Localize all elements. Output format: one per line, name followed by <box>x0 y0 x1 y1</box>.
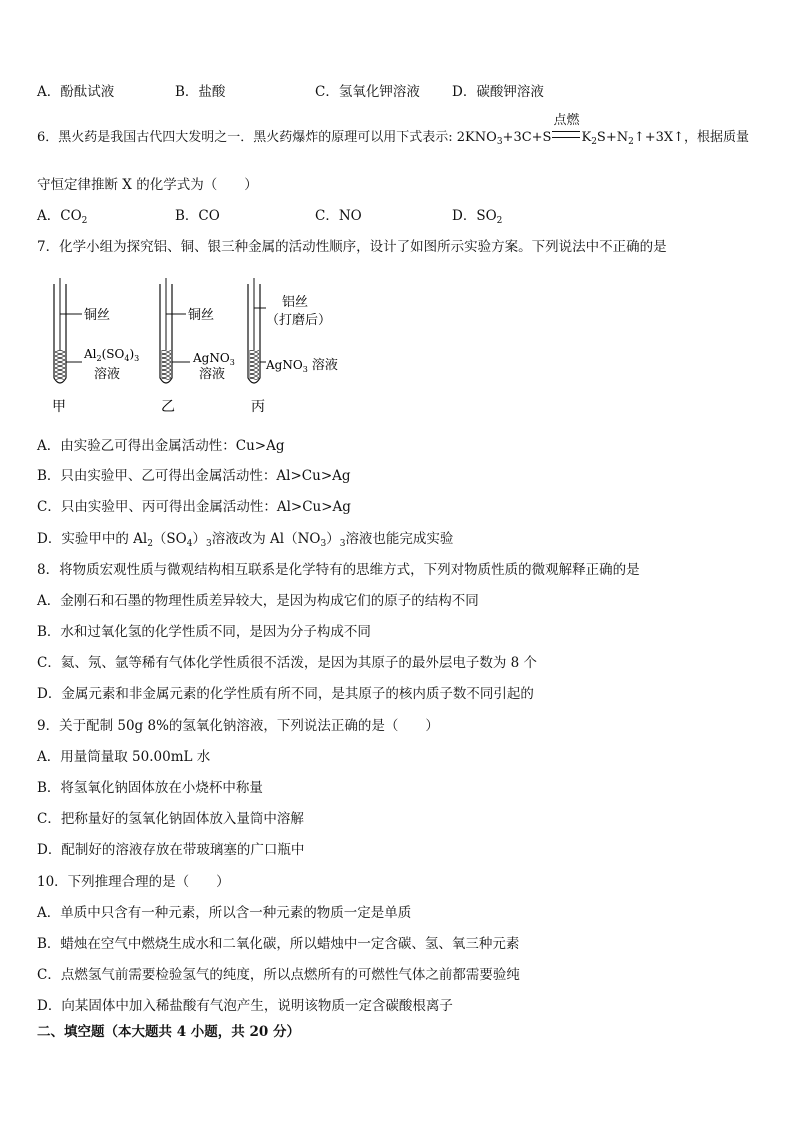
tube-label-a: 甲 <box>52 399 66 415</box>
q8-option-b: B．水和过氧化氢的化学性质不同，是因为分子构成不同 <box>37 624 371 640</box>
q10-option-a: A．单质中只含有一种元素，所以含一种元素的物质一定是单质 <box>37 905 412 921</box>
reaction-condition: 点燃 <box>553 113 580 128</box>
q7-option-b: B．只由实验甲、乙可得出金属活动性：Al>Cu>Ag <box>37 468 351 484</box>
q6-sub-k: 2 <box>591 137 597 147</box>
solution-label-a <box>83 347 139 363</box>
q5-option-d: D．碳酸钾溶液 <box>452 84 544 100</box>
q7-d-mid2: ） <box>192 531 206 547</box>
q6-product-k: K <box>581 130 592 145</box>
wire-label-a: 铜丝 <box>84 308 111 323</box>
equals-sign <box>552 131 580 138</box>
q7-d-s3: 3 <box>205 539 212 549</box>
solution-b-agno: AgNO <box>193 351 230 365</box>
q7-d-tail: 溶液也能完成实验 <box>345 531 454 547</box>
q7-option-d <box>37 529 453 554</box>
q10-option-c: C．点燃氢气前需要检验氢气的纯度，所以点燃所有的可燃性气体之前都需要验纯 <box>37 967 520 983</box>
wire-label-c-note: （打磨后） <box>266 313 332 328</box>
experiment-figure <box>40 278 360 418</box>
test-tube-a <box>54 278 82 383</box>
q8-stem: 8．将物质宏观性质与微观结构相互联系是化学特有的思维方式，下列对物质性质的微观解释正确的是 <box>37 562 640 578</box>
q6-line2: 守恒定律推断 X 的化学式为（ ） <box>37 177 258 193</box>
tube-label-b: 乙 <box>161 399 175 415</box>
q10-stem: 10．下列推理合理的是（ ） <box>37 874 230 890</box>
solution-a-paren: ) <box>129 347 135 361</box>
tube-label-c: 丙 <box>251 399 265 415</box>
q7-d-mid: （SO <box>152 531 187 547</box>
solution-label-b <box>192 351 235 367</box>
q9-option-b: B．将氢氧化钠固体放在小烧杯中称量 <box>37 780 263 796</box>
solution-c-sub: 3 <box>302 365 308 374</box>
q6-stem-text: 6．黑火药是我国古代四大发明之一．黑火药爆炸的原理可以用下式表示: 2KNO <box>37 130 497 145</box>
q7-d-s4: 3 <box>320 539 327 549</box>
q6-option-a-sub: 2 <box>81 216 88 226</box>
solution-a-al: Al <box>84 347 97 361</box>
solution-a-sub4: 4 <box>124 354 130 363</box>
reaction-arrow <box>551 113 581 148</box>
q7-d-s2: 4 <box>186 539 193 549</box>
solution-label-a-line2: 溶液 <box>94 367 121 382</box>
q7-option-c: C．只由实验甲、丙可得出金属活动性：Al>Cu>Ag <box>37 499 351 515</box>
q6-option-d <box>452 206 502 231</box>
q6-option-a <box>37 206 87 231</box>
q10-option-b: B．蜡烛在空气中燃烧生成水和二氧化碳，所以蜡烛中一定含碳、氢、氧三种元素 <box>37 936 520 952</box>
q10-option-d: D．向某固体中加入稀盐酸有气泡产生，说明该物质一定含碳酸根离子 <box>37 998 453 1014</box>
q8-option-d: D．金属元素和非金属元素的化学性质有所不同，是其原子的核内质子数不同引起的 <box>37 686 534 702</box>
q9-option-a: A．用量筒量取 50.00mL 水 <box>37 749 211 765</box>
q6-option-b: B．CO <box>175 208 220 224</box>
section-heading: 二、填空题（本大题共 4 小题，共 20 分） <box>37 1024 300 1040</box>
q6-option-c: C．NO <box>315 208 362 224</box>
solution-c-tail: 溶液 <box>307 358 338 373</box>
q7-d-pre: D．实验甲中的 Al <box>37 531 148 547</box>
q6-option-d-sub: 2 <box>496 216 503 226</box>
solution-a-so: (SO <box>101 347 125 361</box>
solution-label-c <box>265 357 338 374</box>
test-tube-b <box>160 278 190 383</box>
wire-label-c: 铝丝 <box>282 295 309 310</box>
q6-reactants: +3C+S <box>502 130 552 145</box>
solution-label-b-line2: 溶液 <box>199 367 226 382</box>
q6-stem <box>37 113 750 152</box>
solution-a-sub3: 3 <box>134 354 140 363</box>
test-tube-c <box>248 278 266 383</box>
q6-product: S+N <box>596 130 629 145</box>
q7-option-a: A．由实验乙可得出金属活动性：Cu>Ag <box>37 438 285 454</box>
q8-option-a: A．金刚石和石墨的物理性质差异较大，是因为构成它们的原子的结构不同 <box>37 593 479 609</box>
q6-sub-n: 2 <box>628 137 634 147</box>
q9-option-c: C．把称量好的氢氧化钠固体放入量筒中溶解 <box>37 811 304 827</box>
wire-label-b: 铜丝 <box>188 308 215 323</box>
q7-d-s5: 3 <box>339 539 346 549</box>
q8-option-c: C．氦、氖、氩等稀有气体化学性质很不活泼，是因为其原子的最外层电子数为 8 个 <box>37 655 537 671</box>
q7-d-s1: 2 <box>147 539 153 549</box>
solution-c-agno: AgNO <box>266 358 303 372</box>
q9-stem: 9．关于配制 50g 8%的氢氧化钠溶液，下列说法正确的是（ ） <box>37 718 439 734</box>
q7-stem: 7．化学小组为探究铝、铜、银三种金属的活动性顺序，设计了如图所示实验方案。下列说法中不正确的是 <box>37 239 667 255</box>
q6-option-d-text: D．SO <box>452 208 497 224</box>
q6-option-a-text: A．CO <box>37 208 82 224</box>
q7-d-mid4: ） <box>326 531 340 547</box>
q6-sub: 3 <box>496 137 503 147</box>
q5-option-a: A．酚酞试液 <box>37 84 115 100</box>
q5-option-c: C．氢氧化钾溶液 <box>315 84 420 100</box>
solution-b-sub: 3 <box>229 358 235 367</box>
q6-tail: ↑+3X↑，根据质量 <box>633 130 750 145</box>
q9-option-d: D．配制好的溶液存放在带玻璃塞的广口瓶中 <box>37 842 305 858</box>
solution-a-sub2: 2 <box>96 354 102 363</box>
q5-option-b: B．盐酸 <box>175 84 226 100</box>
q7-d-mid3: 溶液改为 Al（NO <box>211 531 321 547</box>
